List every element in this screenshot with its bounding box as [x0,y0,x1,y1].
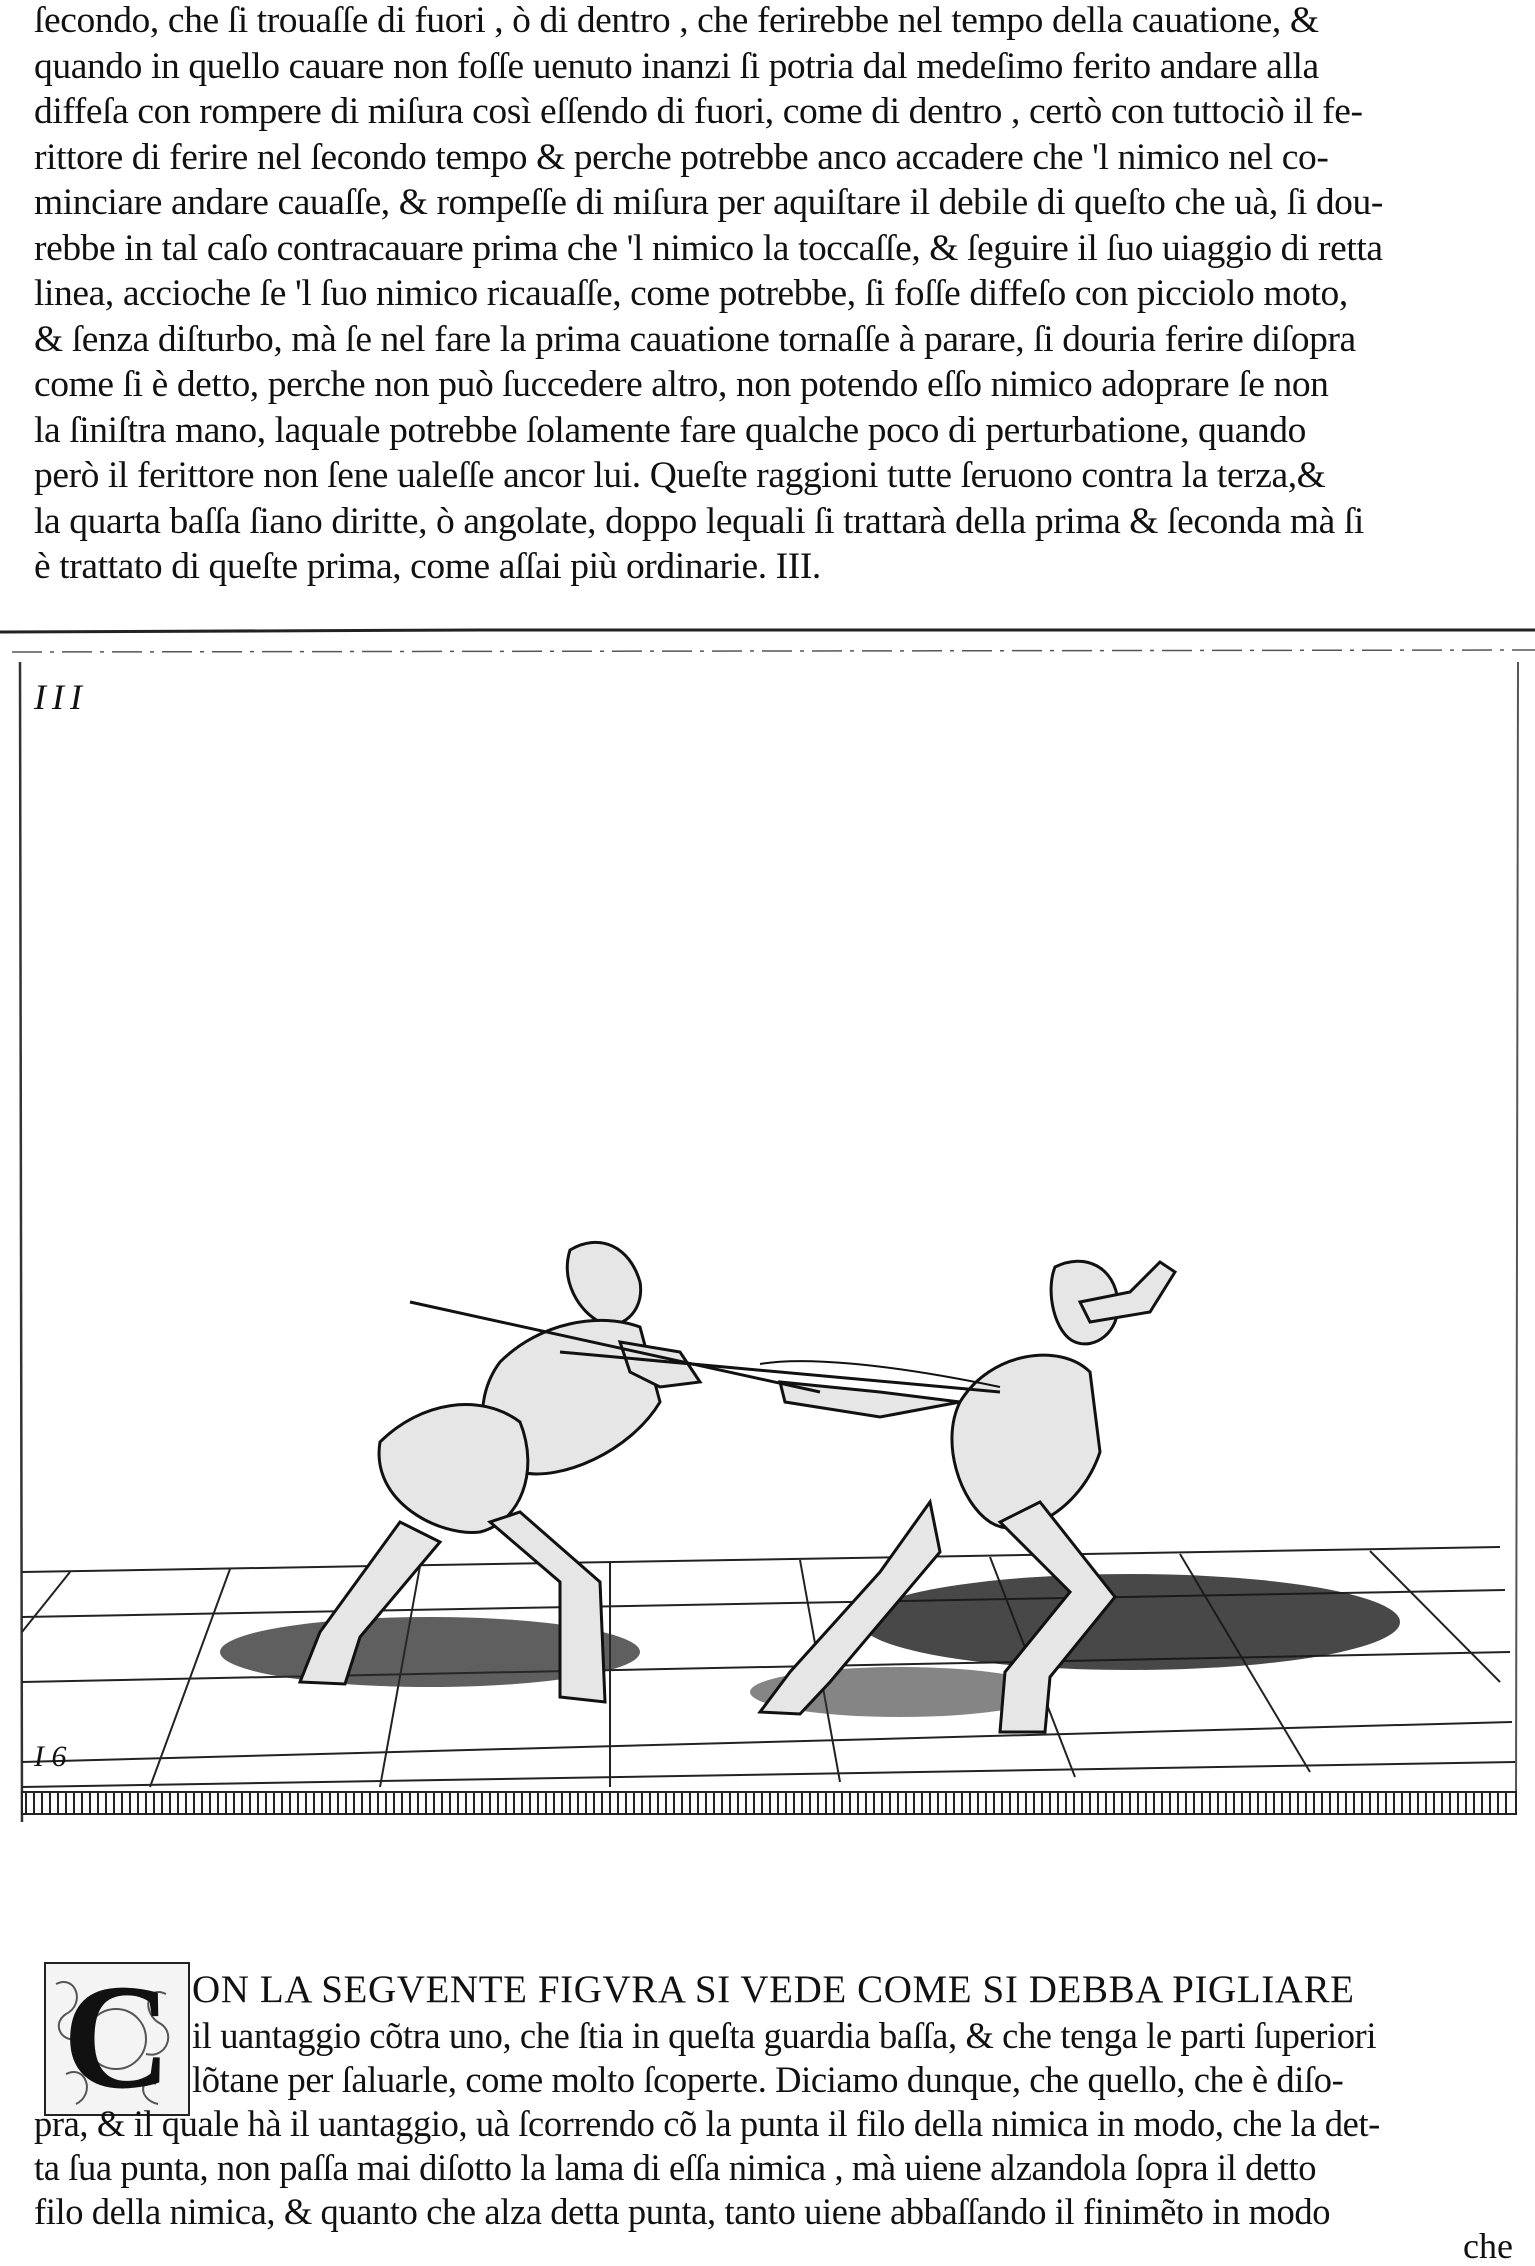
drop-cap-letter: C [62,1962,172,2116]
engraving-plate [0,622,1535,1822]
text-line: lõtane per ſaluarle, come molto ſcoperte. Diciamo dunque, che quello, che è diſo- [192,2059,1344,2100]
text-line: diffeſa con rompere di miſura così eſſendo di fuori, come di dentro , certò con tuttociò il fe- [34,91,1363,132]
text-line: pra, & il quale hà il uantaggio, uà ſcorrendo cõ la punta il filo della nimica in modo, che la det- [34,2103,1380,2144]
text-line: filo della nimica, & quanto che alza detta punta, tanto uiene abbaſſando il finimẽto in modo [34,2191,1331,2232]
text-line: linea, accioche ſe 'l ſuo nimico ricauaſſe, come potrebbe, ſi foſſe diffeſo con picciolo moto, [34,273,1348,314]
text-line: la quarta baſſa ſiano diritte, ò angolate, doppo lequali ſi trattarà della prima & ſeconda mà ſi [34,500,1364,542]
plate-number: III [34,677,88,717]
text-line: la ſiniſtra mano, laquale potrebbe ſolamente fare qualche poco di perturbatione, quando [34,409,1306,451]
text-line: ſecondo, che ſi trouaſſe di fuori , ò di dentro , che ferirebbe nel tempo della cauatione, & [34,0,1319,41]
text-line: però il ferittore non ſene ualeſſe ancor lui. Queſte raggioni tutte ſeruono contra la terza,& [34,455,1326,496]
text-line: è trattato di queſte prima, come aſſai più ordinarie. III. [34,546,821,587]
top-paragraph [34,0,1534,590]
text-line: il uantaggio cõtra uno, che ſtia in queſta guardia baſſa, & che tenga le parti ſuperiori [192,2015,1377,2056]
engraving-illustration [0,622,1535,1822]
text-line: rebbe in tal caſo contracauare prima che 'l nimico la toccaſſe, & ſeguire il ſuo uiaggio di retta [34,227,1383,269]
text-line: rittore di ferire nel ſecondo tempo & perche potrebbe anco accadere che 'l nimico nel co- [34,136,1329,178]
text-line: & ſenza diſturbo, mà ſe nel fare la prima cauatione tornaſſe à parare, ſi douria ferire diſopra [34,318,1356,360]
section-heading: ON LA SEGVENTE FIGVRA SI VEDE COME SI DEBBA PIGLIARE [192,1968,1355,2011]
drop-cap [44,1962,190,2116]
text-line: come ſi è detto, perche non può ſuccedere altro, non potendo eſſo nimico adoprare ſe non [34,364,1329,405]
text-line: minciare andare cauaſſe, & rompeſſe di miſura per aquiſtare il debile di queſto che uà, ſi dou- [34,182,1383,223]
catchword: che [1463,2226,1513,2266]
text-line: quando in quello cauare non foſſe uenuto inanzi ſi potria dal medeſimo ferito andare alla [34,45,1319,87]
plate-mark: I 6 [34,1740,67,1773]
text-line: ta ſua punta, non paſſa mai diſotto la lama di eſſa nimica , mà uiene alzandola ſopra il detto [34,2147,1317,2188]
